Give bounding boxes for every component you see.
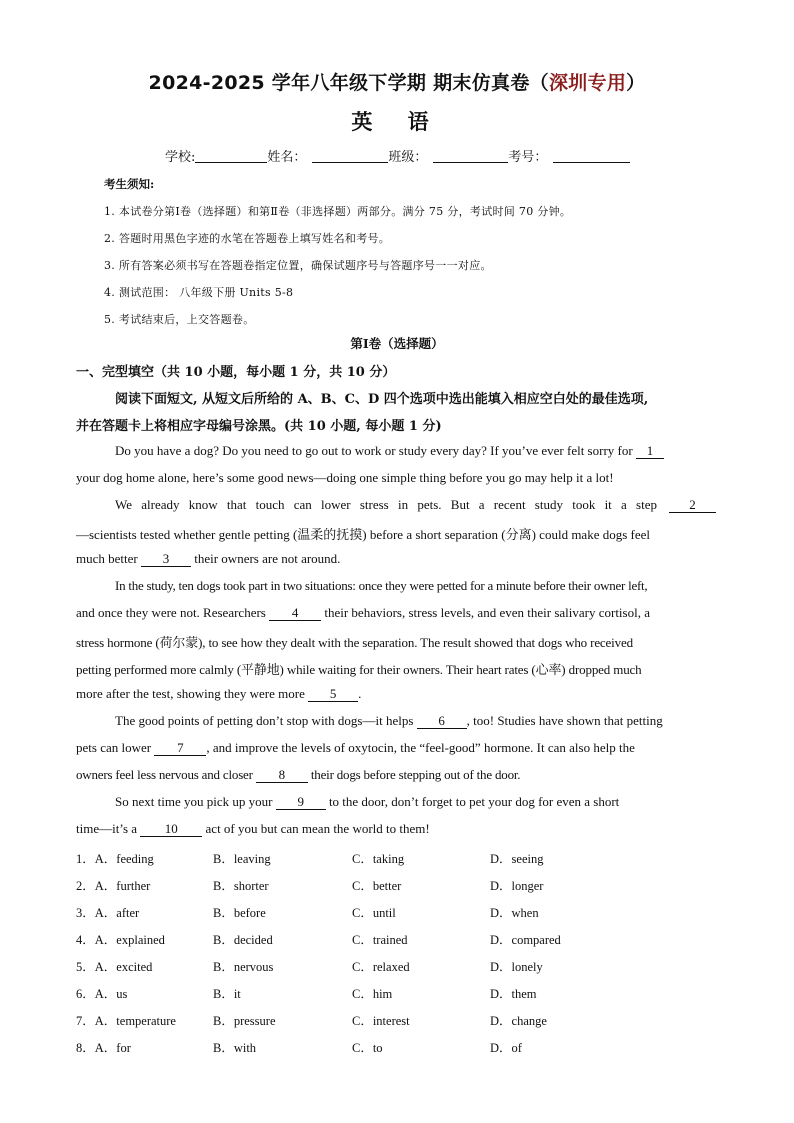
passage-text: and once they were not. Researchers <box>76 605 266 620</box>
instruction-line: 并在答题卡上将相应字母编号涂黑。(共 10 小题, 每小题 1 分) <box>76 419 442 434</box>
blank-2[interactable]: 2 <box>669 498 716 513</box>
passage-text: to the door, don’t forget to pet your dog for even a short <box>328 794 620 809</box>
option-row-a <box>76 957 152 975</box>
passage-line: your dog home alone, here’s some good news—doing one simple thing before you go may help it a lot! <box>76 470 614 485</box>
school-label: 学校: <box>165 150 196 165</box>
passage-line <box>76 686 718 702</box>
option-a[interactable]: A．for <box>94 1041 131 1055</box>
passage-line <box>115 497 718 513</box>
option-c[interactable]: C．him <box>352 987 393 1001</box>
option-c[interactable]: C．taking <box>352 852 405 866</box>
option-a[interactable]: A．temperature <box>94 1014 176 1028</box>
notice-item: 1. 本试卷分第Ⅰ卷（选择题）和第Ⅱ卷（非选择题）两部分。满分 75 分，考试时间 70 分钟。 <box>104 205 572 218</box>
passage-line: —scientists tested whether gentle petting (温柔的抚摸) before a short separation (分离) could make dogs feel <box>76 527 651 542</box>
part-title: 一、完型填空（共 10 小题，每小题 1 分，共 10 分） <box>76 365 396 380</box>
exam-no-label: 考号： <box>508 150 548 165</box>
passage-text: their owners are not around. <box>194 551 341 566</box>
class-blank[interactable] <box>433 149 508 163</box>
passage-text: their behaviors, stress levels, and even their salivary cortisol, a <box>324 605 650 620</box>
passage-line <box>115 794 718 810</box>
passage-line <box>115 713 718 729</box>
option-d[interactable]: D．seeing <box>490 852 544 866</box>
instruction-line: 阅读下面短文, 从短文后所给的 A、B、C、D 四个选项中选出能填入相应空白处的最佳选项, <box>115 392 649 407</box>
option-d[interactable]: D．change <box>490 1014 547 1028</box>
passage-line <box>76 821 718 837</box>
option-row <box>76 849 716 867</box>
option-row-a <box>76 903 139 921</box>
passage-line <box>76 551 718 567</box>
blank-10[interactable]: 10 <box>140 822 202 837</box>
option-row <box>76 876 716 894</box>
option-d[interactable]: D．compared <box>490 933 561 947</box>
option-b[interactable]: B．it <box>213 987 241 1001</box>
notice-title: 考生须知: <box>104 177 155 191</box>
exam-title <box>0 68 794 95</box>
class-label: 班级： <box>388 150 428 165</box>
option-row <box>76 957 716 975</box>
option-row <box>76 903 716 921</box>
option-c[interactable]: C．interest <box>352 1014 410 1028</box>
option-row-a <box>76 984 127 1002</box>
passage-line <box>76 740 718 756</box>
blank-7[interactable]: 7 <box>154 741 206 756</box>
blank-6[interactable]: 6 <box>417 714 467 729</box>
blank-8[interactable]: 8 <box>256 768 308 783</box>
passage-line <box>76 767 718 783</box>
option-c[interactable]: C．until <box>352 906 396 920</box>
notice-item: 4. 测试范围： 八年级下册 Units 5-8 <box>104 286 294 299</box>
passage-text: The good points of petting don’t stop with dogs—it helps <box>115 713 414 728</box>
blank-5[interactable]: 5 <box>308 687 358 702</box>
passage-line <box>76 605 718 621</box>
option-row-a <box>76 1011 176 1029</box>
option-a[interactable]: A．feeding <box>94 852 154 866</box>
subject-heading: 英 语 <box>351 110 443 134</box>
question-number: 1． <box>76 852 95 866</box>
blank-9[interactable]: 9 <box>276 795 326 810</box>
passage-text: So next time you pick up your <box>115 794 273 809</box>
question-number: 2． <box>76 879 95 893</box>
blank-1[interactable]: 1 <box>636 444 664 459</box>
option-d[interactable]: D．when <box>490 906 539 920</box>
passage-text: . <box>358 686 362 701</box>
option-b[interactable]: B．with <box>213 1041 257 1055</box>
exam-no-blank[interactable] <box>553 149 630 163</box>
option-c[interactable]: C．relaxed <box>352 960 410 974</box>
school-blank[interactable] <box>195 149 267 163</box>
question-number: 5． <box>76 960 95 974</box>
passage-text: time—it’s a <box>76 821 138 836</box>
passage-text: pets can lower <box>76 740 152 755</box>
student-info-line <box>165 146 630 165</box>
option-a[interactable]: A．explained <box>94 933 165 947</box>
option-c[interactable]: C．better <box>352 879 402 893</box>
passage-text: , and improve the levels of oxytocin, the “feel-good” hormone. It can also help the <box>206 740 635 755</box>
option-row <box>76 1038 716 1056</box>
question-number: 6． <box>76 987 95 1001</box>
option-d[interactable]: D．of <box>490 1041 522 1055</box>
notice-item: 3. 所有答案必须书写在答题卷指定位置，确保试题序号与答题序号一一对应。 <box>104 259 492 272</box>
option-row-a <box>76 849 154 867</box>
passage-text: Do you have a dog? Do you need to go out to work or study every day? If you’ve ever felt sorry for <box>115 443 633 458</box>
option-row-a <box>76 930 165 948</box>
name-blank[interactable] <box>312 149 388 163</box>
passage-text: , too! Studies have shown that petting <box>466 713 663 728</box>
passage-text: owners feel less nervous and closer <box>76 767 253 782</box>
option-row-a <box>76 876 150 894</box>
passage-text: We already know that touch can lower stress in pets. But a recent study took it a step <box>115 497 657 512</box>
title-highlight: 深圳专用 <box>548 72 627 94</box>
title-main: 2024-2025 学年八年级下学期 期末仿真卷（ <box>148 72 549 94</box>
option-d[interactable]: D．lonely <box>490 960 543 974</box>
option-c[interactable]: C．trained <box>352 933 408 947</box>
passage-text: more after the test, showing they were more <box>76 686 305 701</box>
option-a[interactable]: A．us <box>94 987 128 1001</box>
question-number: 4． <box>76 933 95 947</box>
title-end: ） <box>626 72 646 94</box>
passage-line: petting performed more calmly (平静地) while waiting for their owners. Their heart rates (心率) dropped much <box>76 662 642 677</box>
passage-text: act of you but can mean the world to them! <box>205 821 430 836</box>
question-number: 3． <box>76 906 95 920</box>
blank-4[interactable]: 4 <box>269 606 321 621</box>
option-row-a <box>76 1038 131 1056</box>
option-row <box>76 930 716 948</box>
option-c[interactable]: C．to <box>352 1041 383 1055</box>
question-number: 7． <box>76 1014 95 1028</box>
option-d[interactable]: D．longer <box>490 879 544 893</box>
option-d[interactable]: D．them <box>490 987 537 1001</box>
passage-line <box>115 443 718 459</box>
option-b[interactable]: B．nervous <box>213 960 274 974</box>
option-a[interactable]: A．after <box>94 906 140 920</box>
option-a[interactable]: A．excited <box>94 960 153 974</box>
option-b[interactable]: B．pressure <box>213 1014 276 1028</box>
section-title: 第Ⅰ卷（选择题） <box>350 336 444 351</box>
option-row <box>76 1011 716 1029</box>
name-label: 姓名： <box>267 150 307 165</box>
option-a[interactable]: A．further <box>94 879 151 893</box>
passage-line: stress hormone (荷尔蒙), to see how they dealt with the separation. The result showed that dogs who received <box>76 635 633 650</box>
blank-3[interactable]: 3 <box>141 552 191 567</box>
option-b[interactable]: B．before <box>213 906 266 920</box>
notice-item: 5. 考试结束后，上交答题卷。 <box>104 313 255 326</box>
passage-text: their dogs before stepping out of the door. <box>310 767 521 782</box>
option-b[interactable]: B．decided <box>213 933 273 947</box>
option-row <box>76 984 716 1002</box>
passage-line: In the study, ten dogs took part in two situations: once they were petted for a minute before their owner left, <box>115 578 648 593</box>
question-number: 8． <box>76 1041 95 1055</box>
notice-item: 2. 答题时用黑色字迹的水笔在答题卷上填写姓名和考号。 <box>104 232 391 245</box>
option-b[interactable]: B．leaving <box>213 852 271 866</box>
option-b[interactable]: B．shorter <box>213 879 269 893</box>
passage-text: much better <box>76 551 138 566</box>
